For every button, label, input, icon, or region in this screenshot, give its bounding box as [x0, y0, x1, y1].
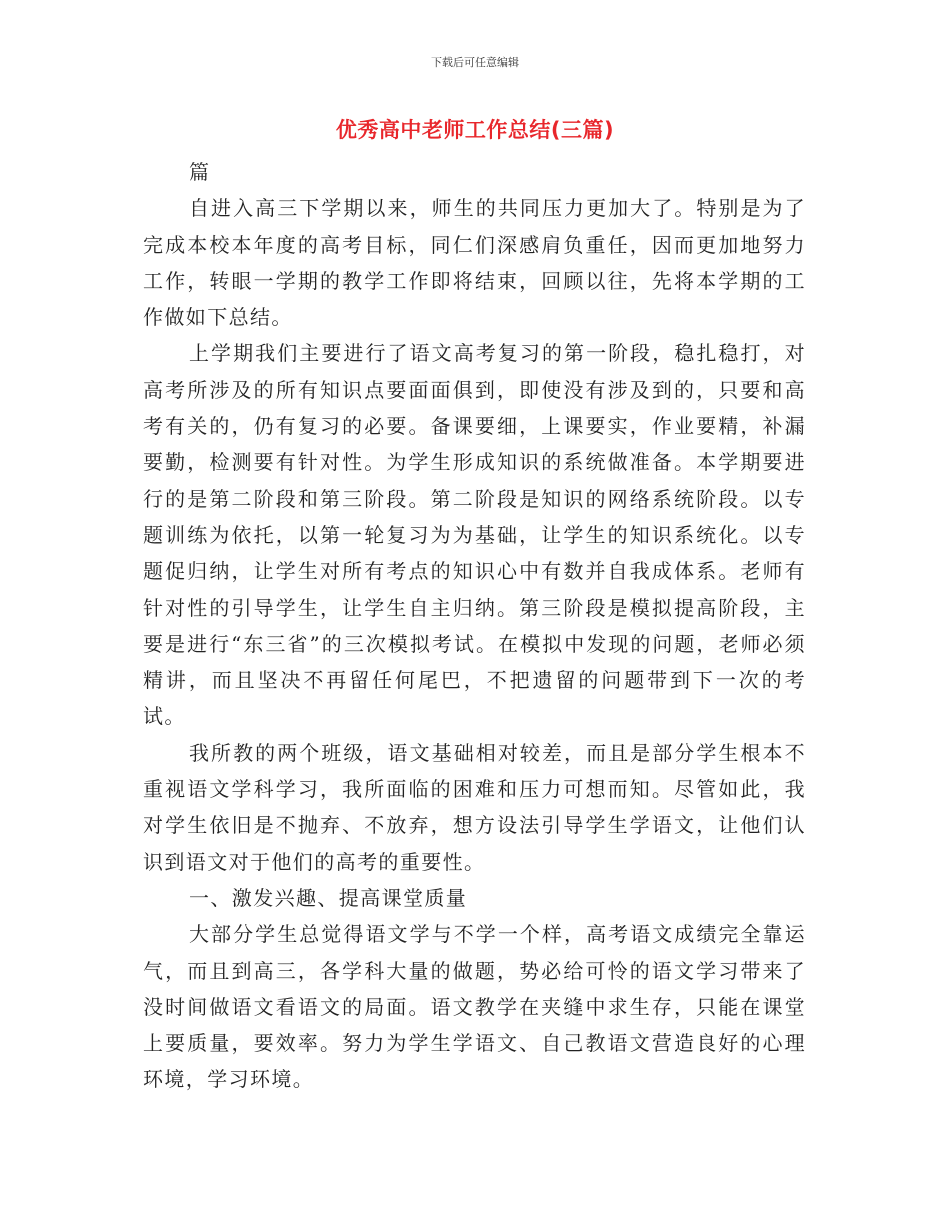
paragraph-intro: 自进入高三下学期以来，师生的共同压力更加大了。特别是为了完成本校本年度的高考目标，同仁们深感肩负重任，因而更加地努力工作，转眼一学期的教学工作即将结束，回顾以往，先将本学期的工作做如下总结。	[143, 196, 806, 330]
section-label: 篇	[189, 160, 211, 184]
paragraph-interest: 大部分学生总觉得语文学与不学一个样，高考语文成绩完全靠运气，而且到高三，各学科大量的做题，势必给可怜的语文学习带来了没时间做语文看语文的局面。语文教学在夹缝中求生存，只能在课堂上要质量，要效率。努力为学生学语文、自己教语文营造良好的心理环境，学习环境。	[143, 922, 806, 1092]
document-body	[143, 154, 806, 1098]
paragraph-review-stages: 上学期我们主要进行了语文高考复习的第一阶段，稳扎稳打，对高考所涉及的所有知识点要面面俱到，即使没有涉及到的，只要和高考有关的，仍有复习的必要。备课要细，上课要实，作业要精，补漏要勤，检测要有针对性。为学生形成知识的系统做准备。本学期要进行的是第二阶段和第三阶段。第二阶段是知识的网络系统阶段。以专题训练为依托，以第一轮复习为为基础，让学生的知识系统化。以专题促归纳，让学生对所有考点的知识心中有数并自我成体系。老师有针对性的引导学生，让学生自主归纳。第三阶段是模拟提高阶段，主要是进行“东三省”的三次模拟考试。在模拟中发现的问题，老师必须精讲，而且坚决不再留任何尾巴，不把遗留的问题带到下一次的考试。	[143, 341, 806, 729]
paragraph-classes: 我所教的两个班级，语文基础相对较差，而且是部分学生根本不重视语文学科学习，我所面临的困难和压力可想而知。尽管如此，我对学生依旧是不抛弃、不放弃，想方设法引导学生学语文，让他们认识到语文对于他们的高考的重要性。	[143, 740, 806, 874]
download-note: 下载后可任意编辑	[431, 56, 519, 69]
document-title: 优秀高中老师工作总结(三篇)	[335, 118, 615, 142]
section-heading-interest: 一、激发兴趣、提高课堂质量	[189, 885, 468, 910]
